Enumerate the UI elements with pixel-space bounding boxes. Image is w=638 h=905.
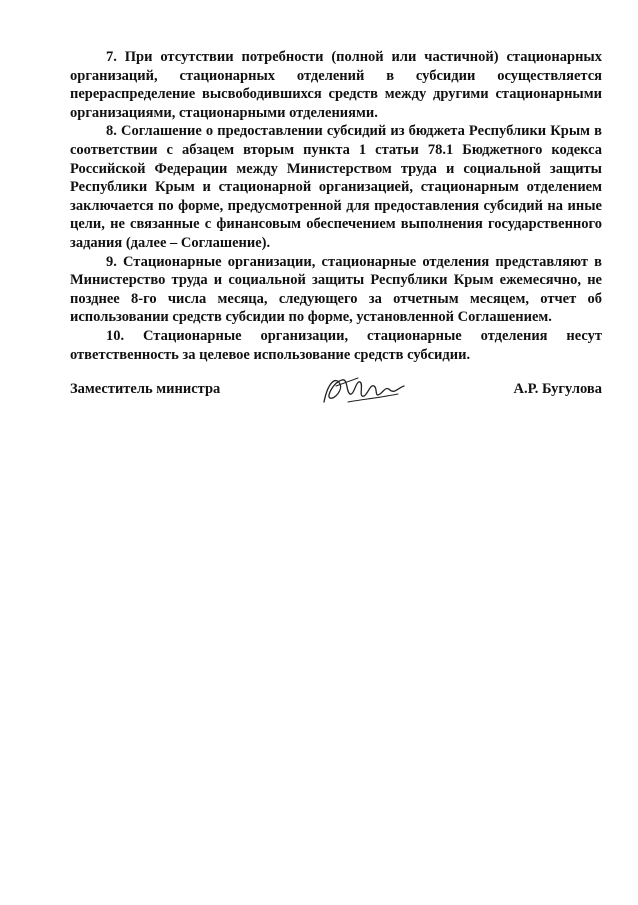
signatory-position: Заместитель министра [70,381,221,397]
document-body [70,48,602,364]
signature-block [70,372,602,412]
paragraph-8: 8. Соглашение о предоставлении субсидий из бюджета Республики Крым в соответствии с абзацем вторым пункта 1 статьи 78.1 Бюджетного кодекса Российской Федерации между Министерством труда и социальной защиты Республики Крым и стационарной организацией, стационарным отделением заключается по форме, предусмотренной для предоставления субсидий на иные цели, не связанные с финансовым обеспечением выполнения государственного задания (далее – Соглашение). [70,123,602,251]
paragraph-10: 10. Стационарные организации, стационарные отделения несут ответственность за целевое использование средств субсидии. [70,327,602,363]
paragraph-7: 7. При отсутствии потребности (полной или частичной) стационарных организаций, стационарных отделений в субсидии осуществляется перераспределение высвободившихся средств между другими стационарными организациями, стационарными отделениями. [70,49,602,121]
handwritten-signature [318,372,408,410]
signatory-name: А.Р. Бугулова [513,381,602,397]
paragraph-9: 9. Стационарные организации, стационарные отделения представляют в Министерство труда и социальной защиты Республики Крым ежемесячно, не позднее 8-го числа месяца, следующего за отчетным месяцем, отчет об использовании средств субсидии по форме, установленной Соглашением. [70,253,602,326]
